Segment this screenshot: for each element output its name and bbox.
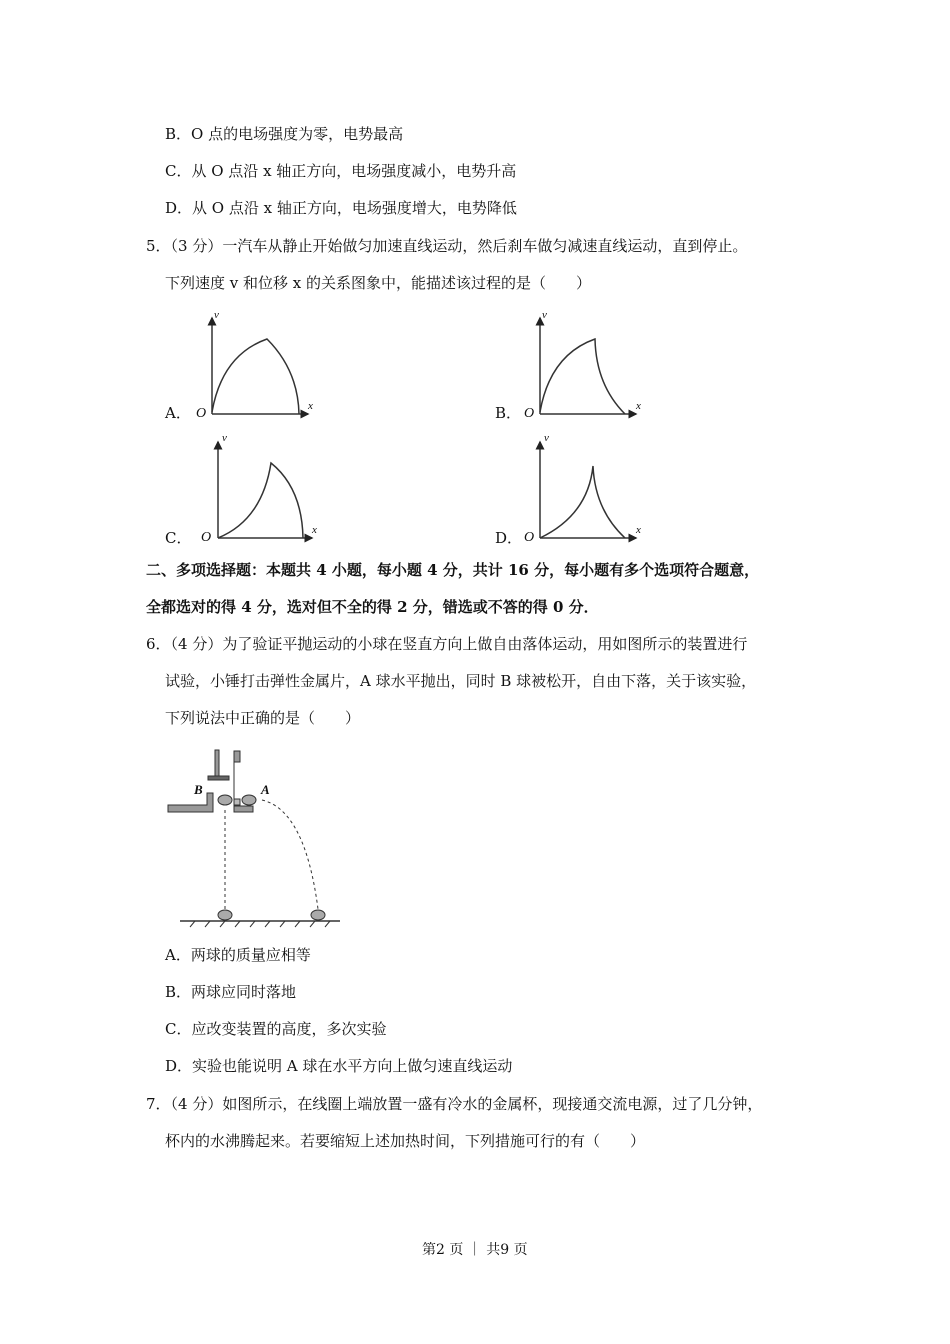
q5-stem: 5．（3 分）一汽车从静止开始做匀加速直线运动，然后刹车做匀减速直线运动，直到停止。 xyxy=(146,237,748,255)
axis-x-label: x xyxy=(636,400,641,412)
q4-option-c: C．从 O 点沿 x 轴正方向，电场强度减小，电势升高 xyxy=(165,162,517,180)
origin-label: O xyxy=(196,406,207,421)
axis-x-label: x xyxy=(308,400,313,412)
q6-stem: 6．（4 分）为了验证平抛运动的小球在竖直方向上做自由落体运动，用如图所示的装置进行 xyxy=(146,635,748,653)
q6-option-b: B．两球应同时落地 xyxy=(165,983,297,1001)
axis-v-label: v xyxy=(214,309,219,321)
origin-label: O xyxy=(201,530,212,545)
axis-v-label: v xyxy=(542,309,547,321)
section-heading: 全都选对的得 4 分，选对但不全的得 2 分，错选或不答的得 0 分． xyxy=(146,598,599,616)
q7-stem: 7．（4 分）如图所示，在线圈上端放置一盛有冷水的金属杯，现接通交流电源，过了几分钟， xyxy=(146,1095,763,1113)
origin-label: O xyxy=(524,530,535,545)
q4-option-b: B．O 点的电场强度为零，电势最高 xyxy=(165,125,404,143)
q6-option-d: D．实验也能说明 A 球在水平方向上做匀速直线运动 xyxy=(165,1057,513,1075)
origin-label: O xyxy=(524,406,535,421)
q5-option-a: A． xyxy=(165,404,191,422)
graph-b xyxy=(540,318,636,414)
q6-stem: 试验，小锤打击弹性金属片，A 球水平抛出，同时 B 球被松开，自由下落，关于该实验， xyxy=(165,672,757,690)
axis-x-label: x xyxy=(636,524,641,536)
q7-stem: 杯内的水沸腾起来。若要缩短上述加热时间，下列措施可行的有（ ） xyxy=(165,1132,646,1150)
graph-d xyxy=(540,442,636,538)
axis-v-label: v xyxy=(222,432,227,444)
q5-option-c: C． xyxy=(165,529,192,547)
q5-option-b: B． xyxy=(495,404,522,422)
graph-c xyxy=(218,442,312,538)
apparatus-figure xyxy=(168,750,340,927)
graph-a xyxy=(212,318,308,414)
page-footer: 第2 页 ｜ 共9 页 xyxy=(422,1242,528,1258)
q4-option-d: D．从 O 点沿 x 轴正方向，电场强度增大，电势降低 xyxy=(165,199,517,217)
axis-v-label: v xyxy=(544,432,549,444)
q6-option-a: A．两球的质量应相等 xyxy=(165,946,311,964)
section-heading: 二、多项选择题：本题共 4 小题，每小题 4 分，共计 16 分，每小题有多个选项符合题意， xyxy=(146,561,760,579)
q5-stem: 下列速度 v 和位移 x 的关系图象中，能描述该过程的是（ ） xyxy=(165,274,592,292)
q6-stem: 下列说法中正确的是（ ） xyxy=(165,709,361,727)
axis-x-label: x xyxy=(312,524,317,536)
q5-option-d: D． xyxy=(495,529,523,547)
ball-a-label: A xyxy=(261,782,270,797)
q6-option-c: C．应改变装置的高度，多次实验 xyxy=(165,1020,387,1038)
ball-b-label: B xyxy=(194,782,203,797)
